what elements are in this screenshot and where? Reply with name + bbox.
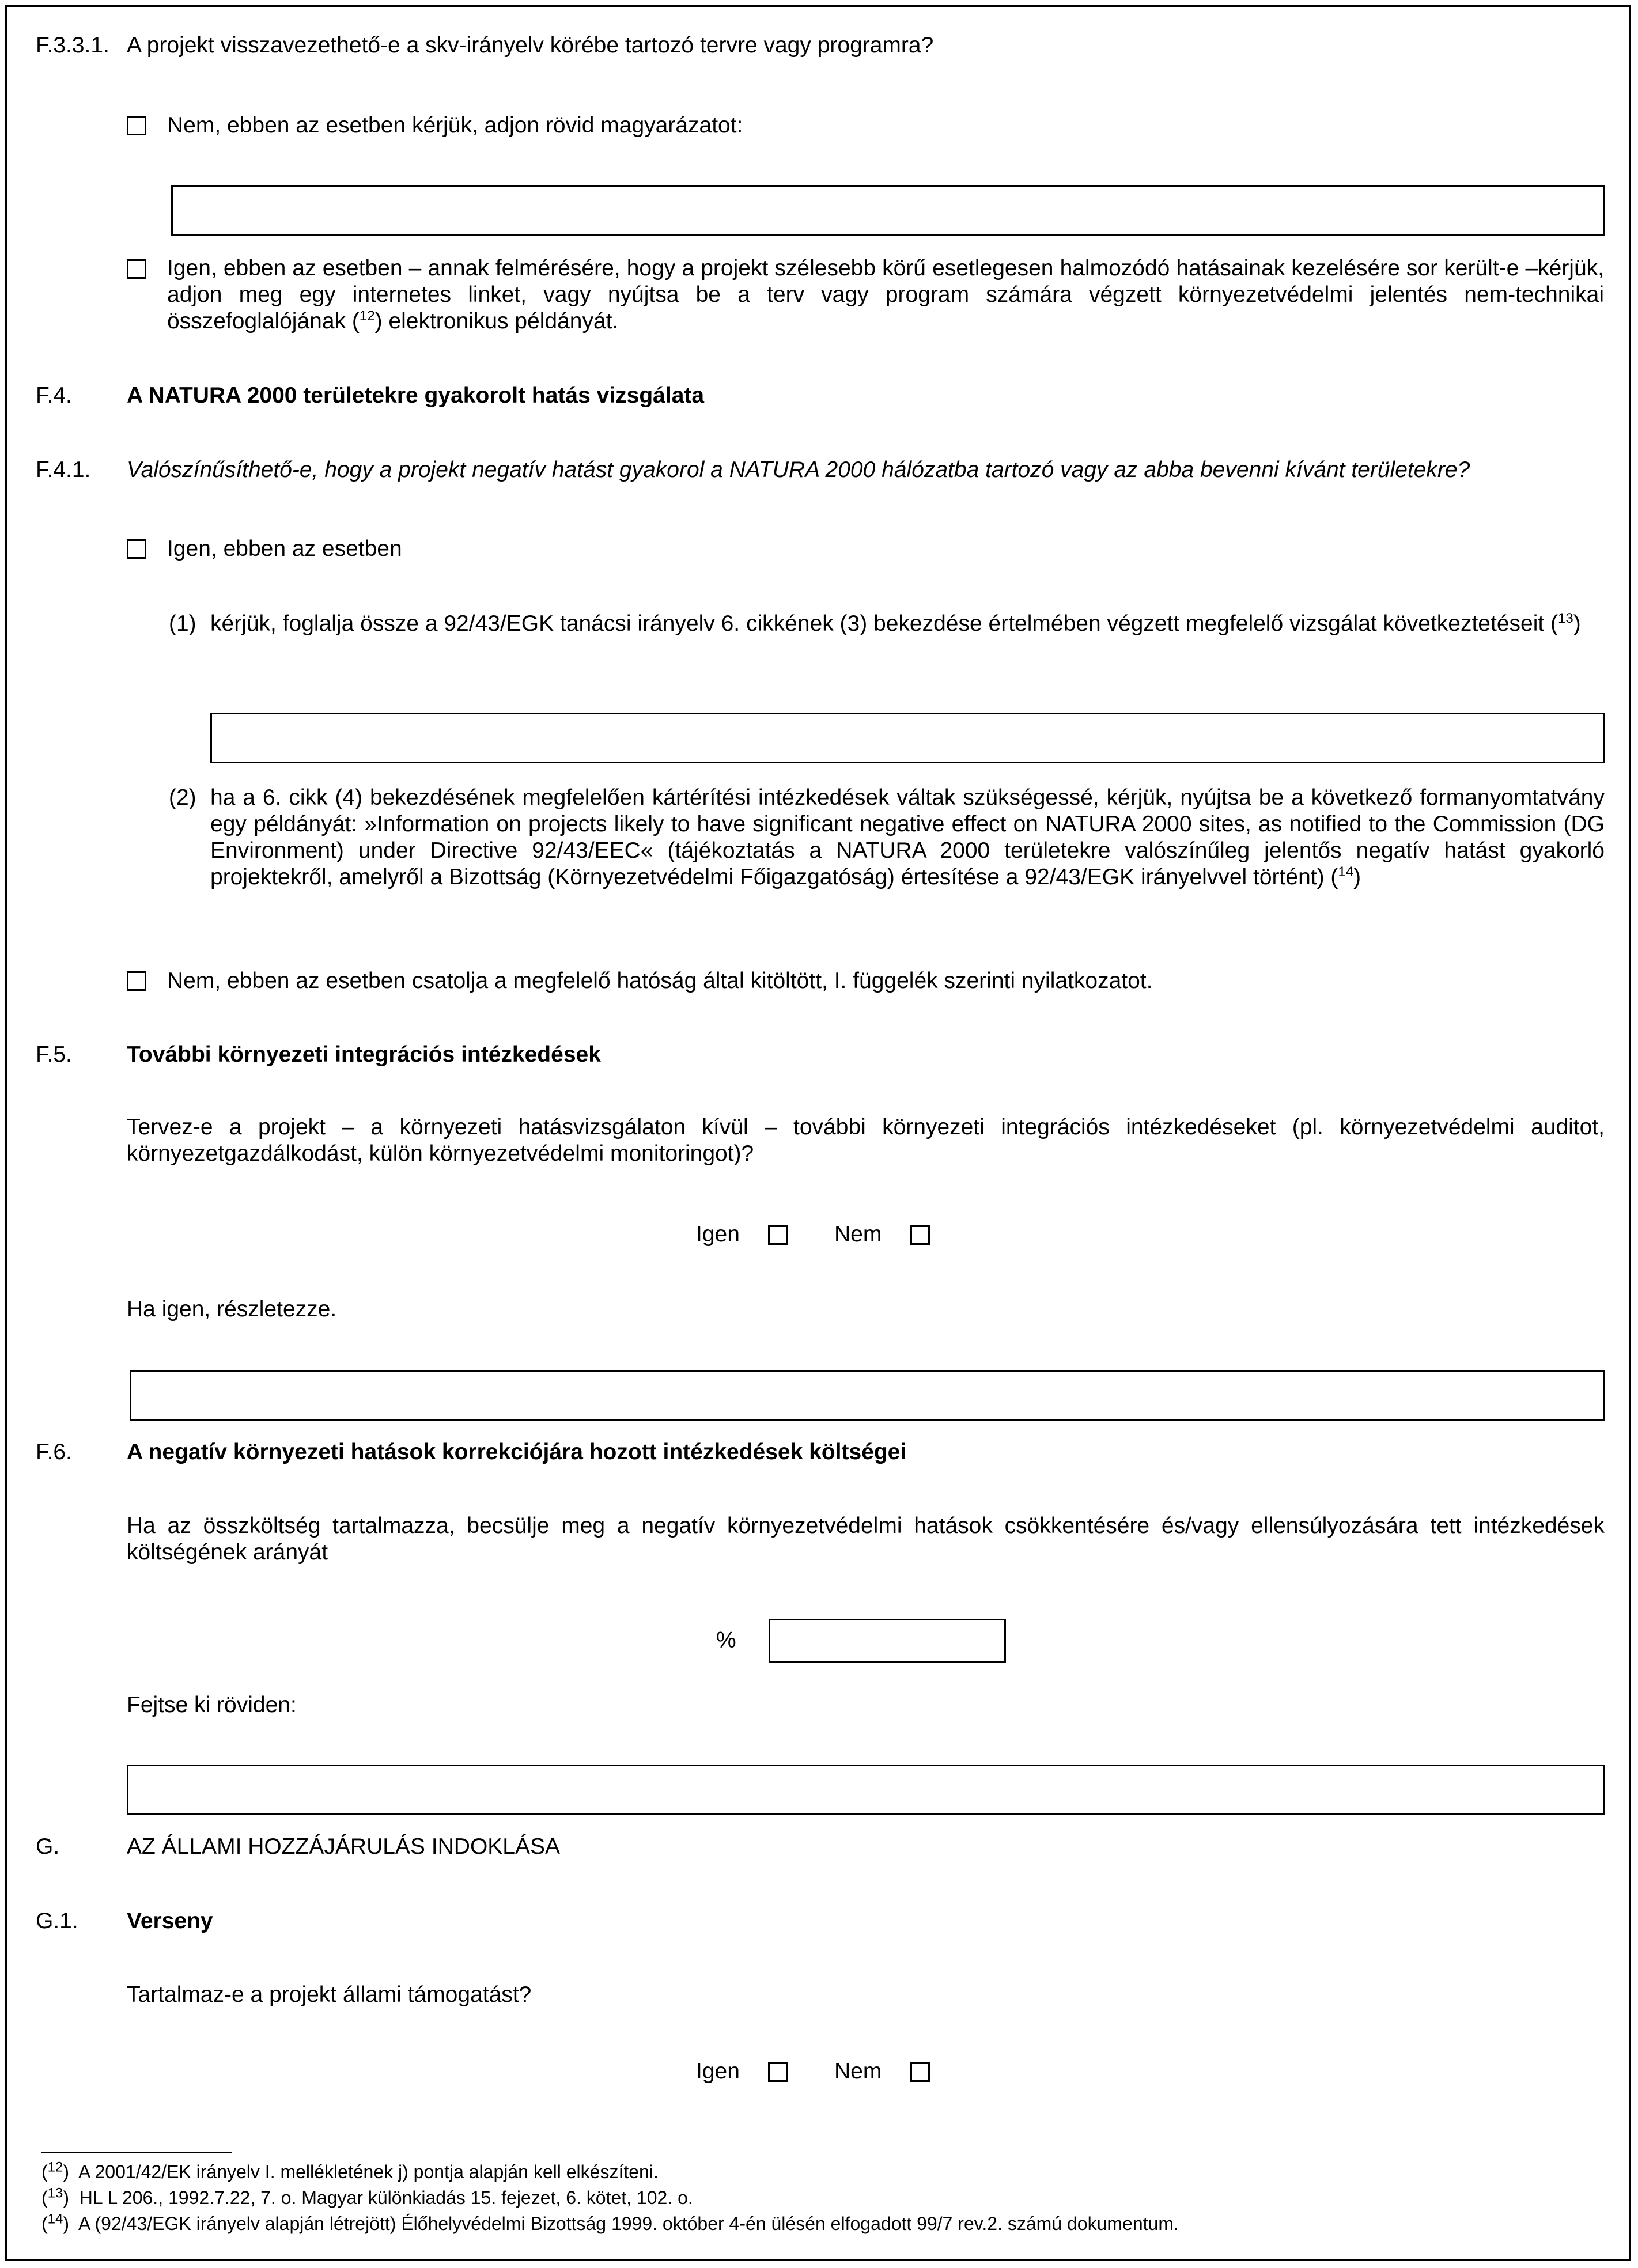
checkbox-f5-yes[interactable]: [768, 1225, 788, 1245]
section-title: További környezeti integrációs intézkedések: [127, 1042, 601, 1067]
footnote-number: 13: [47, 2185, 63, 2201]
checkbox-f41-yes[interactable]: [127, 539, 146, 559]
option-label: Nem, ebben az esetben csatolja a megfelelő hatóság által kitöltött, I. függelék szerinti nyilatkozatot.: [167, 968, 1153, 993]
explain-label: Fejtse ki röviden:: [127, 1693, 297, 1717]
option-text: Igen, ebben az esetben – annak felmérésére, hogy a projekt szélesebb körű esetlegesen halmozódó hatásainak kezelésére sor került-e –kérjük, adjon meg egy internetes linket, vagy nyújtsa be a terv vagy program számára végzett környezetvédelmi jelentés nem-technikai összefoglalójának: [167, 256, 1604, 334]
percent-sign: %: [716, 1628, 736, 1653]
question-text: Tervez-e a projekt – a környezeti hatásvizsgálaton kívül – további környezeti integrációs intézkedéseket (pl. környezetvédelmi auditot, környezetgazdálkodást, külön környezetvédelmi monitoringot)?: [127, 1115, 1605, 1166]
footnote: ($^{12}$) A 2001/42/EK irányelv I. mellékletének j) pontja alapján kell elkészíteni.: [41, 2159, 659, 2182]
section-number: F.4.1.: [36, 457, 91, 482]
detail-field[interactable]: [130, 1370, 1605, 1421]
footnote: ($^{14}$) A (92/43/EGK irányelv alapján létrejött) Élőhelyvédelmi Bizottság 1999. október 4-én ülésén elfogadott 99/7 rev.2. számú dokumentum.: [41, 2211, 1179, 2234]
checkbox-f331-yes[interactable]: [127, 259, 146, 279]
list-number: (2): [169, 785, 196, 810]
footnote-ref: 12: [359, 308, 375, 324]
section-title: A negatív környezeti hatások korrekciójára hozott intézkedések költségei: [127, 1440, 907, 1464]
section-number: G.: [36, 1834, 60, 1859]
section-number: F.4.: [36, 383, 72, 408]
no-label: Nem: [834, 1222, 882, 1247]
percent-field[interactable]: [769, 1619, 1006, 1663]
section-number: F.5.: [36, 1042, 72, 1067]
option-label: Igen, ebben az esetben – annak felmérésére, hogy a projekt szélesebb körű esetlegesen halmozódó hatásainak kezelésére sor került-e –kérjük, adjon meg egy internetes linket, vagy nyújtsa be a terv vagy program számára végzett környezetvédelmi jelentés nem-technikai összefoglalójának ($^{12}$) elektronikus példányát.: [167, 256, 1604, 334]
explain-field[interactable]: [127, 1765, 1605, 1815]
list-number: (1): [169, 611, 196, 636]
question-text: Ha az összköltség tartalmazza, becsülje meg a negatív környezetvédelmi hatások csökkentésére és/vagy ellensúlyozására tett intézkedések költségének arányát: [127, 1513, 1605, 1565]
section-title: AZ ÁLLAMI HOZZÁJÁRULÁS INDOKLÁSA: [127, 1834, 561, 1859]
footnote-text: HL L 206., 1992.7.22, 7. o. Magyar különkiadás 15. fejezet, 6. kötet, 102. o.: [79, 2187, 693, 2208]
conclusion-field[interactable]: [210, 713, 1605, 763]
checkbox-g1-no[interactable]: [910, 2062, 930, 2082]
footnote-separator: [41, 2152, 232, 2153]
option-label: Igen, ebben az esetben: [167, 536, 402, 561]
section-number: F.6.: [36, 1440, 72, 1464]
checkbox-f41-no[interactable]: [127, 971, 146, 991]
section-title: A NATURA 2000 területekre gyakorolt hatás vizsgálata: [127, 383, 705, 408]
footnote-number: 12: [47, 2159, 63, 2175]
footnote-text: A (92/43/EGK irányelv alapján létrejött) Élőhelyvédelmi Bizottság 1999. október 4-én ülésén elfogadott 99/7 rev.2. számú dokumentum.: [78, 2213, 1179, 2234]
yes-label: Igen: [696, 1222, 740, 1247]
explanation-field[interactable]: [171, 185, 1605, 236]
footnote: ($^{13}$) HL L 206., 1992.7.22, 7. o. Magyar különkiadás 15. fejezet, 6. kötet, 102. o.: [41, 2185, 693, 2208]
checkbox-g1-yes[interactable]: [768, 2062, 788, 2082]
footnote-ref: 13: [1558, 611, 1573, 626]
item-text: kérjük, foglalja össze a 92/43/EGK tanácsi irányelv 6. cikkének (3) bekezdése értelmében végzett megfelelő vizsgálat következtetéseit: [210, 611, 1545, 636]
checkbox-f331-no[interactable]: [127, 116, 146, 135]
item-text: ha a 6. cikk (4) bekezdésének megfelelően kártérítési intézkedések váltak szükségessé, kérjük, nyújtsa be a következő formanyomtatvány egy példányát: »Information on projects likely to have significant negative effect on NATURA 2000 sites, as notified to the Commission (DG Environment) under Directive 92/43/EEC« (tájékoztatás a NATURA 2000 területekre valószínűleg jelentős negatív hatást gyakorló projektekről, amelyről a Bizottság (Környezetvédelmi Főigazgatóság) értesítése a 92/43/EGK irányelvvel történt): [210, 785, 1605, 889]
option-text-end: elektronikus példányát.: [382, 309, 619, 334]
footnote-number: 14: [47, 2211, 63, 2227]
section-number: G.1.: [36, 1909, 78, 1933]
list-item-text: kérjük, foglalja össze a 92/43/EGK tanácsi irányelv 6. cikkének (3) bekezdése értelmében végzett megfelelő vizsgálat következtetéseit ($^{13}$): [210, 611, 1581, 636]
footnote-text: A 2001/42/EK irányelv I. mellékletének j) pontja alapján kell elkészíteni.: [78, 2161, 659, 2182]
list-item-text: ha a 6. cikk (4) bekezdésének megfelelően kártérítési intézkedések váltak szükségessé, kérjük, nyújtsa be a következő formanyomtatvány egy példányát: »Information on projects likely to have significant negative effect on NATURA 2000 sites, as notified to the Commission (DG Environment) under Directive 92/43/EEC« (tájékoztatás a NATURA 2000 területekre valószínűleg jelentős negatív hatást gyakorló projektekről, amelyről a Bizottság (Környezetvédelmi Főigazgatóság) értesítése a 92/43/EGK irányelvvel történt) ($^{14}$): [210, 785, 1605, 889]
yes-label: Igen: [696, 2059, 740, 2084]
detail-label: Ha igen, részletezze.: [127, 1297, 337, 1322]
checkbox-f5-no[interactable]: [910, 1225, 930, 1245]
option-label: Nem, ebben az esetben kérjük, adjon rövid magyarázatot:: [167, 113, 743, 138]
question-text: A projekt visszavezethető-e a skv-irányelv körébe tartozó tervre vagy programra?: [127, 33, 934, 58]
section-number: F.3.3.1.: [36, 33, 109, 58]
no-label: Nem: [834, 2059, 882, 2084]
section-title: Verseny: [127, 1909, 213, 1933]
question-text: Valószínűsíthető-e, hogy a projekt negatív hatást gyakorol a NATURA 2000 hálózatba tartozó vagy az abba bevenni kívánt területekre?: [127, 457, 1470, 482]
footnote-ref: 14: [1338, 864, 1354, 880]
question-text: Tartalmaz-e a projekt állami támogatást?: [127, 1982, 532, 2007]
